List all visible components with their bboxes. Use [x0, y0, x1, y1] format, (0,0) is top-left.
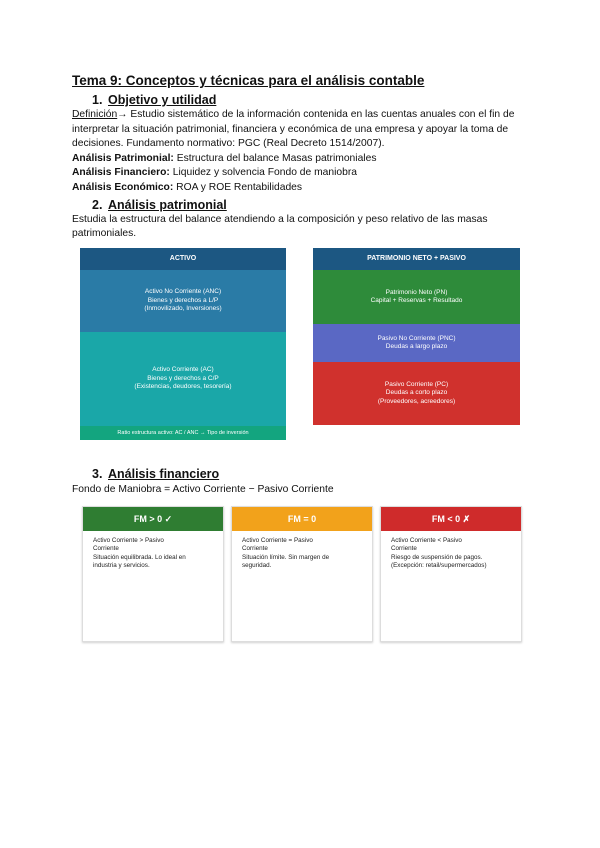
analysis-item-label: Análisis Económico: — [72, 181, 174, 193]
section-1-title: Objetivo y utilidad — [108, 93, 217, 107]
fm-card-negative — [380, 506, 522, 642]
fm-card-body — [232, 531, 372, 576]
fm-card-line: Activo Corriente > Pasivo — [93, 537, 164, 544]
balance-diagram — [80, 248, 520, 442]
section-3-heading — [72, 466, 532, 482]
pnc-line: Pasivo No Corriente (PNC) — [377, 334, 456, 342]
fm-card-title: FM < 0 ✗ — [381, 507, 521, 531]
analysis-item — [72, 152, 532, 167]
pasivo-column — [313, 248, 520, 425]
section-3 — [72, 466, 532, 498]
fm-card-line: Situación límite. Sin margen de — [242, 553, 330, 561]
pnc-line: Deudas a largo plazo — [385, 343, 448, 350]
fm-card-zero — [231, 506, 373, 642]
fm-cards — [82, 506, 522, 642]
pasivo-header: PATRIMONIO NETO + PASIVO — [313, 248, 520, 270]
pn-block — [313, 270, 520, 324]
activo-column — [80, 248, 286, 440]
section-3-title: Análisis financiero — [108, 467, 220, 481]
pnc-block — [313, 324, 520, 362]
analysis-item-label: Análisis Patrimonial: — [72, 152, 174, 164]
analysis-item-text: Liquidez y solvencia Fondo de maniobra — [169, 167, 358, 179]
page-title: Tema 9: Conceptos y técnicas para el análisis contable — [72, 73, 425, 88]
fm-card-line: Situación equilibrada. Lo ideal en — [93, 553, 186, 561]
activo-header: ACTIVO — [80, 248, 286, 270]
pn-line: Patrimonio Neto (PN) — [385, 288, 448, 296]
definition-paragraph — [72, 108, 532, 152]
fm-card-line: Riesgo de suspensión de pagos. — [391, 553, 483, 561]
page-content — [72, 72, 532, 242]
ac-line: (Existencias, deudores, tesorería) — [134, 383, 232, 391]
fm-formula: Fondo de Maniobra = Activo Corriente − Pasivo Corriente — [72, 484, 334, 495]
section-2-heading — [72, 197, 532, 213]
analysis-item — [72, 181, 532, 196]
section-1-heading — [72, 92, 532, 108]
anc-line: Activo No Corriente (ANC) — [144, 288, 222, 296]
pc-line: Deudas a corto plazo — [385, 389, 448, 397]
section-2-number: 2. — [92, 197, 103, 212]
ac-line: Activo Corriente (AC) — [152, 366, 214, 374]
analysis-item-text: Estructura del balance Masas patrimoniales — [173, 152, 377, 164]
fm-card-line: industria y servicios. — [93, 561, 150, 569]
ratio-strip: Ratio estructura activo: AC / ANC → Tipo de inversión — [80, 426, 286, 440]
section-2-title: Análisis patrimonial — [108, 197, 227, 212]
analysis-item-text: ROA y ROE Rentabilidades — [173, 181, 303, 193]
pc-line: (Proveedores, acreedores) — [377, 397, 456, 405]
fm-card-line: seguridad. — [242, 561, 272, 569]
analysis-item — [72, 166, 532, 181]
section-2-text: Estudia la estructura del balance atendiendo a la composición y peso relativo de las masas patrimoniales. — [72, 213, 488, 240]
fm-card-line: Corriente — [93, 545, 119, 553]
ac-block — [80, 332, 286, 426]
fm-card-line: (Excepción: retail/supermercados) — [391, 561, 487, 569]
fm-card-title: FM > 0 ✓ — [83, 507, 223, 531]
fm-card-positive — [82, 506, 224, 642]
anc-line: (Inmovilizado, Inversiones) — [144, 305, 222, 313]
section-1-number: 1. — [92, 93, 103, 107]
ac-line: Bienes y derechos a C/P — [147, 374, 219, 382]
pn-line: Capital + Reservas + Resultado — [370, 297, 463, 304]
fm-card-line: Activo Corriente = Pasivo — [242, 537, 313, 544]
fm-card-line: Activo Corriente < Pasivo — [391, 537, 462, 544]
fm-card-title: FM = 0 — [232, 507, 372, 531]
pc-line: Pasivo Corriente (PC) — [384, 380, 449, 388]
fm-card-body — [83, 531, 223, 576]
anc-line: Bienes y derechos a L/P — [147, 296, 219, 304]
anc-block — [80, 270, 286, 332]
pc-block — [313, 362, 520, 425]
fm-card-body — [381, 531, 521, 576]
section-3-number: 3. — [92, 467, 103, 481]
analysis-item-label: Análisis Financiero: — [72, 167, 170, 179]
fm-card-line: Corriente — [391, 545, 417, 553]
definition-label: Definición — [72, 109, 118, 120]
definition-text: → Estudio sistemático de la información contenida en las cuentas anuales con el fin de interpretar la situación patrimonial, financiera y económica de una empresa y apoyar la toma de decisiones. Fundamento normativo: PGC (Real Decreto 1514/2007). — [72, 109, 515, 150]
fm-card-line: Corriente — [242, 545, 268, 553]
